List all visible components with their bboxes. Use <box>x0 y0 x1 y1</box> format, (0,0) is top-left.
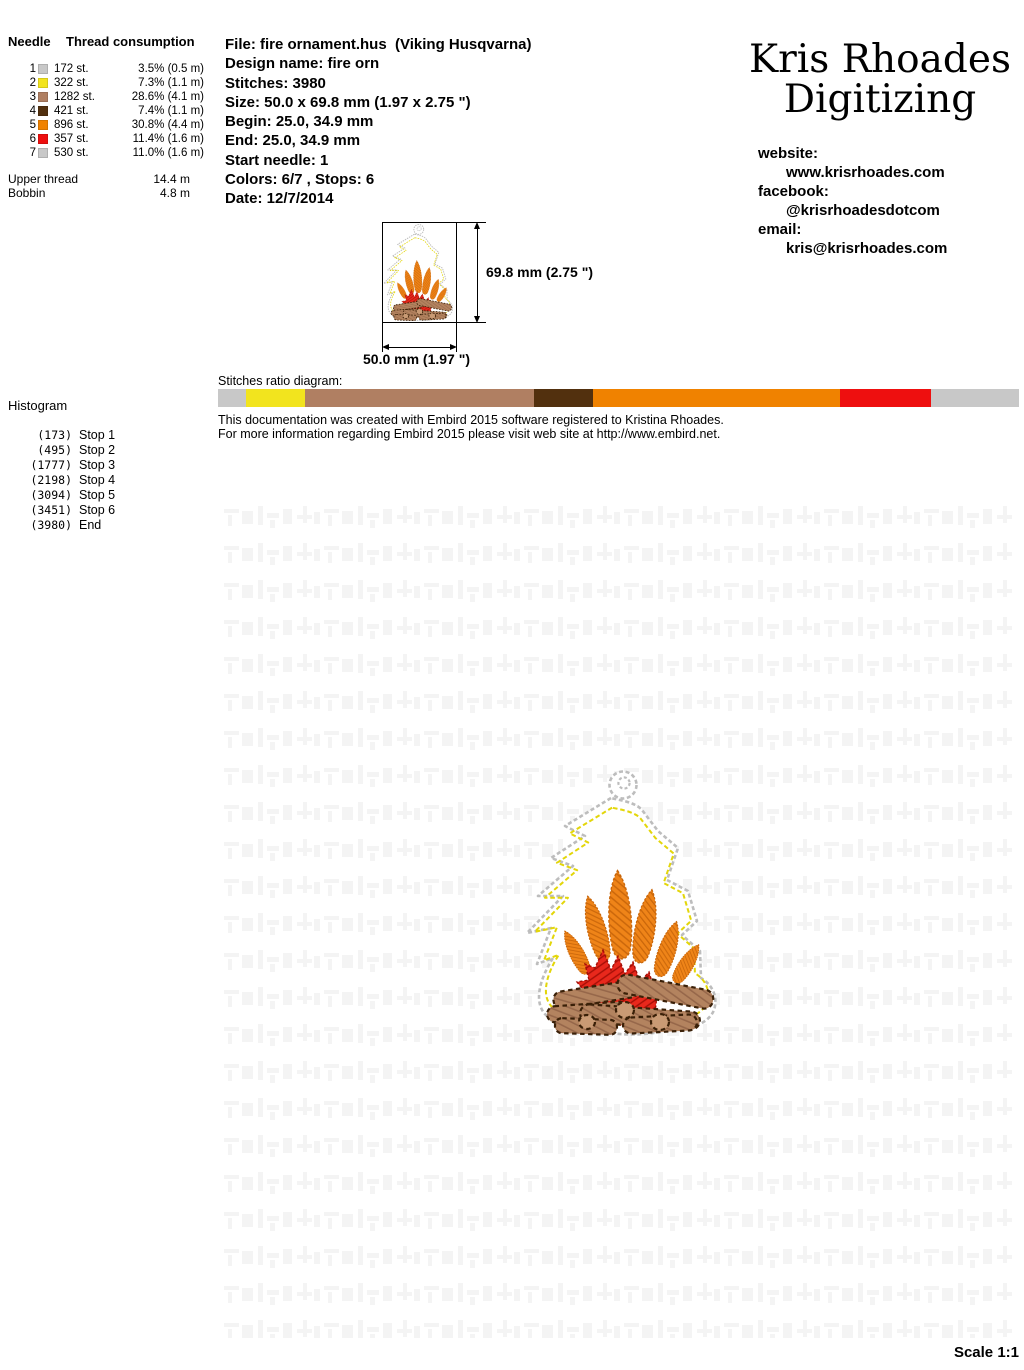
thread-color-swatch <box>38 134 48 144</box>
arrow-right-icon <box>450 344 457 350</box>
contact-label: website: <box>758 145 819 162</box>
file-info-line: Design name: fire orn <box>225 55 380 73</box>
histogram-stop-label: Stop 5 <box>79 488 116 502</box>
ratio-segment <box>246 389 304 407</box>
stitch-count: 530 st. <box>54 147 89 159</box>
histogram-stop-label: Stop 3 <box>79 458 116 472</box>
ratio-segment <box>840 389 931 407</box>
contact-value: @krisrhoadesdotcom <box>786 202 940 219</box>
histogram-block <box>8 398 115 533</box>
contact-value: kris@krisrhoades.com <box>786 240 948 257</box>
histogram-entry <box>8 488 115 503</box>
needle-number: 3 <box>29 91 36 103</box>
contact-label: email: <box>758 221 802 238</box>
file-info-line: Stitches: 3980 <box>225 74 326 92</box>
histogram-stop-label: Stop 2 <box>79 443 116 457</box>
dim-extension-top <box>457 222 486 223</box>
needle-row <box>8 76 208 90</box>
stitch-count: 421 st. <box>54 105 89 117</box>
ratio-segment <box>534 389 593 407</box>
needle-row <box>8 118 208 132</box>
dim-extension-bottom <box>457 322 486 323</box>
needle-row <box>8 104 208 118</box>
upper-thread-label: Upper thread <box>8 172 79 186</box>
needle-number: 2 <box>29 77 36 89</box>
file-info-line: End: 25.0, 34.9 mm <box>225 132 361 150</box>
histogram-entry <box>8 428 115 443</box>
needle-number: 1 <box>29 63 36 75</box>
consumption-value: 11.4% (1.6 m) <box>132 133 204 145</box>
histogram-stop-label: Stop 6 <box>79 503 116 517</box>
logo-line2: Digitizing <box>783 77 977 122</box>
histogram-stitch-count: (1777) <box>30 458 72 472</box>
consumption-value: 11.0% (1.6 m) <box>132 147 204 159</box>
needle-row <box>8 62 208 76</box>
histogram-stitch-count: (495) <box>37 443 72 457</box>
histogram-title: Histogram <box>8 398 68 413</box>
needle-number: 7 <box>29 147 36 159</box>
histogram-stitch-count: (173) <box>37 428 72 442</box>
thread-color-swatch <box>38 120 48 130</box>
stitches-ratio-bar <box>218 389 1019 407</box>
consumption-value: 7.4% (1.1 m) <box>138 105 204 117</box>
thread-color-swatch <box>38 78 48 88</box>
ratio-segment <box>218 389 246 407</box>
histogram-stitch-count: (3451) <box>30 503 72 517</box>
histogram-stitch-count: (3094) <box>30 488 72 502</box>
histogram-entry <box>8 458 115 473</box>
ratio-segment <box>931 389 1019 407</box>
file-info-line: Colors: 6/7 , Stops: 6 <box>225 171 375 189</box>
consumption-value: 28.6% (4.1 m) <box>131 91 204 103</box>
histogram-stitch-count: (2198) <box>30 473 72 487</box>
scale-label: Scale 1:1 <box>953 1344 1019 1361</box>
contact-list <box>758 144 1020 258</box>
embird-note-line2: For more information regarding Embird 2015 please visit web site at http://www.embird.net. <box>218 426 721 441</box>
stitch-count: 172 st. <box>54 63 89 75</box>
needle-column-header: Needle <box>8 34 51 49</box>
histogram-stop-label: End <box>79 518 102 532</box>
histogram-stop-label: Stop 4 <box>79 473 116 487</box>
histogram-entry <box>8 473 115 488</box>
histogram-entry <box>8 443 115 458</box>
consumption-column-header: Thread consumption <box>66 34 195 49</box>
ratio-segment <box>593 389 840 407</box>
embird-note <box>218 414 724 442</box>
needle-row <box>8 90 208 104</box>
contact-label: facebook: <box>758 183 829 200</box>
histogram-stitch-count: (3980) <box>30 518 72 532</box>
thread-color-swatch <box>38 148 48 158</box>
histogram-entry <box>8 518 115 533</box>
histogram-entry <box>8 503 115 518</box>
height-dimension-label: 69.8 mm (2.75 ") <box>486 264 594 280</box>
thread-consumption-table <box>8 34 208 200</box>
width-dimension-label: 50.0 mm (1.97 ") <box>363 351 471 367</box>
file-info-line: Begin: 25.0, 34.9 mm <box>225 113 374 131</box>
stitch-count: 896 st. <box>54 119 89 131</box>
consumption-value: 7.3% (1.1 m) <box>138 77 204 89</box>
logo-text <box>740 37 1020 122</box>
consumption-value: 30.8% (4.4 m) <box>131 119 204 131</box>
file-info-line: Size: 50.0 x 69.8 mm (1.97 x 2.75 ") <box>225 93 471 111</box>
needle-row <box>8 146 208 160</box>
branding-block <box>740 37 1020 258</box>
arrow-up-icon <box>474 222 480 229</box>
width-dimension-line <box>386 347 453 348</box>
height-dimension-line <box>477 227 478 318</box>
ratio-segment <box>305 389 534 407</box>
arrow-left-icon <box>382 344 389 350</box>
logo-line1: Kris Rhoades <box>749 37 1011 82</box>
ratio-diagram-label: Stitches ratio diagram: <box>218 374 343 388</box>
thread-totals <box>8 172 208 200</box>
thread-color-swatch <box>38 106 48 116</box>
needle-number: 6 <box>29 133 36 145</box>
contact-value: www.krisrhoades.com <box>786 164 945 181</box>
bobbin-label: Bobbin <box>8 186 46 200</box>
histogram-stop-label: Stop 1 <box>79 428 116 442</box>
file-info-line: Start needle: 1 <box>225 151 329 169</box>
design-thumbnail-frame <box>382 222 457 323</box>
needle-number: 5 <box>29 119 36 131</box>
design-preview-full-scale <box>525 768 725 1038</box>
thread-color-swatch <box>38 92 48 102</box>
file-info-line: File: fire ornament.hus (Viking Husqvarna) <box>225 36 532 53</box>
design-thumbnail <box>383 223 456 322</box>
bobbin-value: 4.8 m <box>159 186 190 200</box>
needle-number: 4 <box>29 105 36 117</box>
stitch-count: 1282 st. <box>54 91 95 103</box>
arrow-down-icon <box>474 316 480 323</box>
consumption-value: 3.5% (0.5 m) <box>138 63 204 75</box>
stitch-count: 322 st. <box>54 77 89 89</box>
file-info-block <box>225 35 531 209</box>
thread-color-swatch <box>38 64 48 74</box>
file-info-line: Date: 12/7/2014 <box>225 190 334 208</box>
embird-note-line1: This documentation was created with Embird 2015 software registered to Kristina Rhoades. <box>218 413 724 427</box>
table-header <box>8 34 208 49</box>
upper-thread-value: 14.4 m <box>153 172 190 186</box>
stitch-count: 357 st. <box>54 133 89 145</box>
needle-row <box>8 132 208 146</box>
